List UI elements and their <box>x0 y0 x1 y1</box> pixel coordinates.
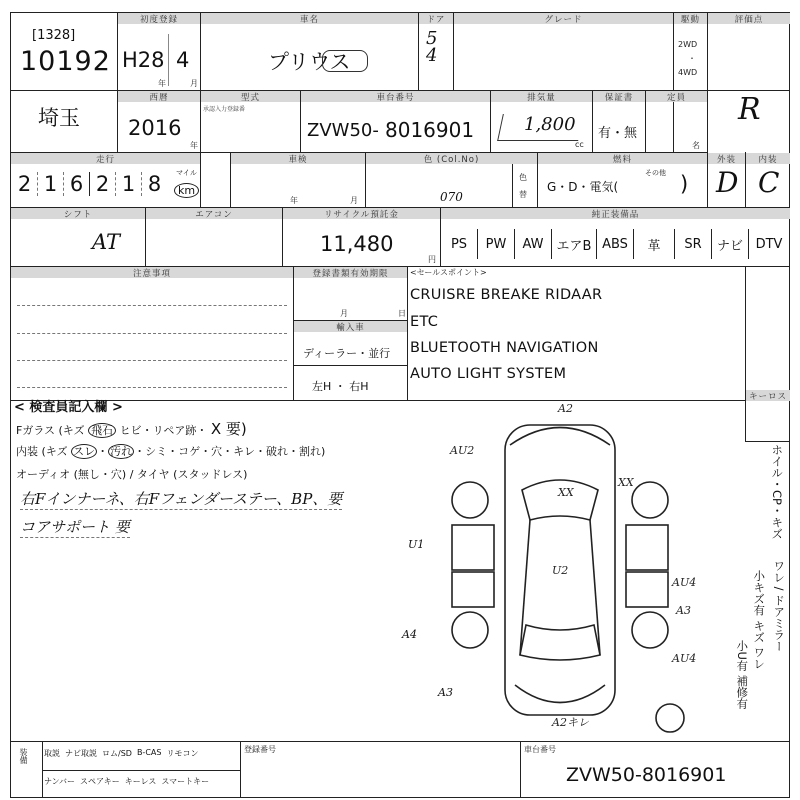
footer-keyless: キーレス <box>124 777 157 786</box>
shaken-year: 年 <box>290 196 298 205</box>
score-header: 評価点 <box>708 13 790 24</box>
sales-point-1: CRUISRE BREAKE RIDAAR <box>410 287 603 303</box>
equipment-leather: 革 <box>634 229 675 259</box>
footer-labels-row-1 <box>44 748 198 759</box>
warranty-header: 保証書 <box>593 91 645 102</box>
car-damage-diagram <box>440 400 697 740</box>
fuel-options: G・D・電気( <box>547 180 619 194</box>
windshield-label: Fガラス (キズ <box>16 424 85 437</box>
color-code: 070 <box>440 190 463 204</box>
fuel-header: 燃料 <box>538 153 707 164</box>
vertical-note-4: 小U有 補修有 <box>735 640 750 710</box>
mark-xx-2: XX <box>618 476 634 489</box>
shaken-header: 車検 <box>231 153 365 164</box>
steering-side: 左H ・ 右H <box>312 380 369 393</box>
lot-number: [1328] <box>32 28 76 43</box>
year-header: 西暦 <box>118 91 200 102</box>
equipment-aw: AW <box>515 229 552 259</box>
displacement-bracket <box>497 114 584 141</box>
interior-label: 内装 (キズ <box>16 445 68 458</box>
dealer-parallel: ディーラー・並行 <box>303 347 391 360</box>
footer-registration-label: 登録番号 <box>244 745 276 754</box>
equipment-ps: PS <box>441 229 478 259</box>
footer-rom-sd: ロム/SD <box>102 749 132 758</box>
capacity-unit: 名 <box>692 141 700 150</box>
warranty-value: 有・無 <box>598 126 638 141</box>
shift-value: AT <box>92 230 121 254</box>
car-front-bumper <box>510 428 610 446</box>
drive-2wd: 2WD <box>678 40 698 49</box>
color-header: 色 (Col.No) <box>366 153 537 164</box>
mileage-digits <box>12 172 167 196</box>
options-header: 純正装備品 <box>441 208 790 219</box>
mileage-digit: 2 <box>90 172 116 196</box>
color-change-a: 色 <box>519 173 527 182</box>
inspector-handwritten-1: 右Fインナーネ、右Fフェンダーステー、BP、要 <box>20 490 343 508</box>
model-year: 2016 <box>128 116 182 140</box>
inspector-header: < 検査員記入欄 > <box>14 400 123 415</box>
wheel-rear-left <box>452 612 488 648</box>
door-left-front <box>452 525 494 570</box>
registration-era-year: H28 <box>122 48 165 72</box>
displacement-value: 1,800 <box>524 114 576 135</box>
model-header: 車台番号 <box>301 91 490 102</box>
notes-header: 注意事項 <box>11 267 293 278</box>
aircon-header: エアコン <box>146 208 282 219</box>
model-year-unit: 年 <box>190 141 198 150</box>
car-center-left <box>520 520 530 655</box>
footer-equip-label: 装備 <box>19 748 28 764</box>
grade-header: グレード <box>454 13 673 24</box>
recycle-fee: 11,480 <box>320 232 394 256</box>
fuel-close: ) <box>680 172 689 196</box>
car-name: プリウス <box>268 50 351 74</box>
exterior-header: 外装 <box>708 153 745 164</box>
mileage-header: 走行 <box>11 153 200 164</box>
sales-point-2: ETC <box>410 314 439 330</box>
footer-bcas: B-CAS <box>136 748 162 757</box>
recycle-header: リサイクル預託金 <box>283 208 440 219</box>
region: 埼玉 <box>38 106 80 130</box>
type-header: 型式 <box>201 91 300 102</box>
score-value: R <box>738 92 761 127</box>
wheel-front-left <box>452 482 488 518</box>
spare-tire-circle <box>656 704 684 732</box>
mark-a3: A3 <box>676 604 691 617</box>
mark-au4-bottom: AU4 <box>672 652 697 665</box>
drive-header: 駆動 <box>674 13 707 24</box>
windshield-rest: ヒビ・リペア跡・ <box>119 424 208 437</box>
footer-navi-manual: ナビ取説 <box>65 749 97 758</box>
auction-number: 10192 <box>20 46 111 77</box>
door-left-rear <box>452 572 494 607</box>
mark-au2: AU2 <box>450 444 475 457</box>
vertical-note-3: 小キズ有 キズ ワレ <box>752 570 767 670</box>
interior-score: C <box>758 166 780 199</box>
year-unit: 年 <box>158 79 166 88</box>
displacement-header: 排気量 <box>491 91 592 102</box>
exterior-score: D <box>716 166 739 199</box>
door-right-rear <box>626 572 668 607</box>
windshield-chip: 飛石 <box>88 423 116 438</box>
equipment-dtv: DTV <box>755 236 783 252</box>
keyloss-header: キーロス <box>746 390 790 401</box>
yen-unit: 円 <box>428 255 436 264</box>
car-trunk <box>515 685 605 703</box>
sales-point-4: AUTO LIGHT SYSTEM <box>410 366 567 382</box>
windshield-required: X 要) <box>210 420 247 438</box>
model-code: ZVW50- <box>307 120 379 141</box>
car-name-header: 車名 <box>201 13 418 24</box>
sales-points-header: <セールスポイント> <box>410 268 487 277</box>
mileage-digit: 6 <box>64 172 90 196</box>
footer-smart-key: スマートキー <box>161 777 210 786</box>
mark-u1: U1 <box>408 538 425 551</box>
mark-a2-top: A2 <box>558 402 573 415</box>
footer-remote: リモコン <box>166 749 199 758</box>
equipment-sunroof: SR <box>675 229 712 259</box>
interior-rest: シミ・コゲ・穴・キレ・破れ・割れ) <box>145 445 326 458</box>
footer-manual: 取説 <box>44 749 60 758</box>
inspector-line-1 <box>16 418 247 439</box>
wheel-front-right <box>632 482 668 518</box>
mark-a2-bottom: A2キレ <box>552 716 589 729</box>
inspector-handwritten-2: コアサポート 要 <box>20 518 130 536</box>
shaken-month: 月 <box>350 196 358 205</box>
interior-stain: 汚れ <box>110 445 133 458</box>
mark-u2: U2 <box>552 564 569 577</box>
inspector-line-2: 内装 (キズ スレ ・ 汚れ ・シミ・コゲ・穴・キレ・破れ・割れ) <box>16 445 326 458</box>
vertical-note-2: ワレ / ドアミラー <box>772 560 787 652</box>
mileage-digit: 1 <box>38 172 64 196</box>
footer-spare-key: スペアキー <box>80 777 120 786</box>
mileage-digit: 1 <box>116 172 142 196</box>
sales-point-3: BLUETOOTH NAVIGATION <box>410 340 599 356</box>
car-center-right <box>590 520 600 655</box>
mileage-digit: 8 <box>147 172 162 196</box>
month-unit: 月 <box>190 79 198 88</box>
cc-unit: cc <box>575 140 584 149</box>
vertical-note-1: ホイル・CP・キズ <box>770 444 785 540</box>
car-rear-window <box>520 625 600 660</box>
door-count: 5 4 <box>426 28 438 66</box>
capacity-header: 定員 <box>646 91 707 102</box>
mileage-digit: 2 <box>12 172 38 196</box>
expiry-month: 月 <box>340 309 348 318</box>
interior-wear: スレ <box>73 445 96 458</box>
interior-header: 内装 <box>746 153 790 164</box>
mark-xx-1: XX <box>558 486 574 499</box>
equipment-navi: ナビ <box>712 229 749 259</box>
door-right-front <box>626 525 668 570</box>
wheel-rear-right <box>632 612 668 648</box>
type-note: 承認入力登録番 <box>203 106 246 113</box>
inspector-line-3: オーディオ (無し・穴) / タイヤ (スタッドレス) <box>16 468 248 481</box>
expiry-day: 日 <box>398 309 406 318</box>
footer-number-plate: ナンバー <box>44 777 76 786</box>
reg-expiry-header: 登録書類有効期限 <box>294 267 407 278</box>
first-reg-header: 初度登録 <box>118 13 200 24</box>
mark-a4: A4 <box>402 628 417 641</box>
equipment-abs: ABS <box>597 229 634 259</box>
color-change-b: 替 <box>519 190 527 199</box>
equipment-airbag: エアB <box>552 229 597 259</box>
mark-a3-bottom: A3 <box>438 686 453 699</box>
shift-header: シフト <box>11 208 145 219</box>
mark-au4-right: AU4 <box>672 576 697 589</box>
import-header: 輸入車 <box>294 321 407 332</box>
chassis-number: 8016901 <box>385 118 475 142</box>
car-name-underline <box>322 50 368 72</box>
mileage-unit-km: km <box>174 183 199 198</box>
registration-month: 4 <box>176 48 190 72</box>
fuel-other: その他 <box>645 169 666 177</box>
equipment-pw: PW <box>478 229 515 259</box>
doors-header: ドア <box>419 13 453 24</box>
drive-4wd: 4WD <box>678 68 698 77</box>
footer-chassis-value: ZVW50-8016901 <box>566 764 727 786</box>
mileage-unit-mile: マイル <box>176 169 197 177</box>
footer-chassis-label: 車台番号 <box>524 745 556 754</box>
footer-labels-row-2 <box>44 776 209 787</box>
